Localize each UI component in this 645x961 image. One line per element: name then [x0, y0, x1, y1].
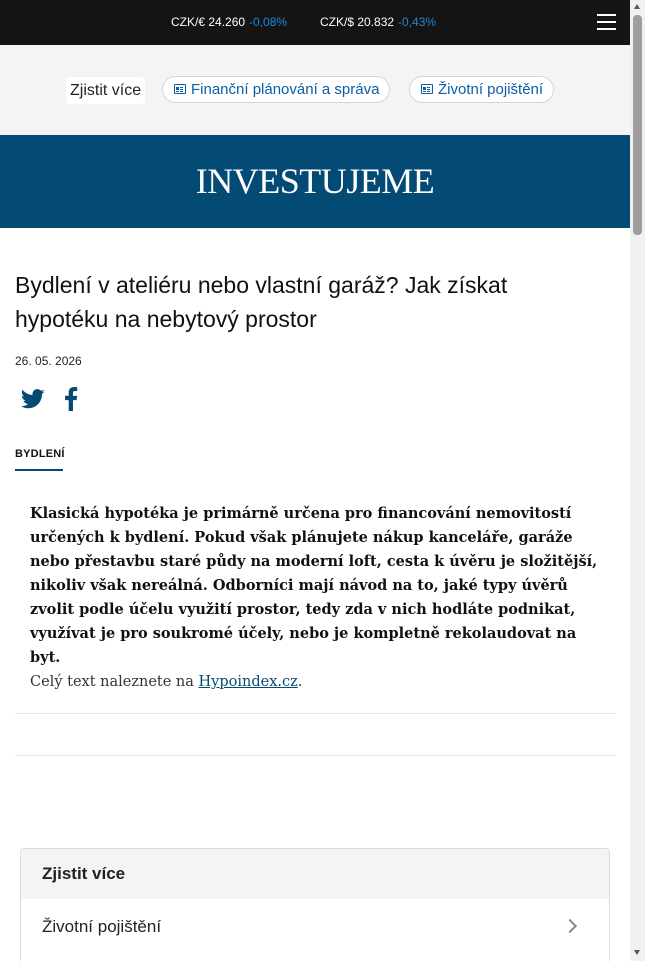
tag-financial-planning[interactable] [162, 76, 390, 103]
more-item-label: Životní pojištění [42, 917, 162, 936]
tag-life-insurance-label: Životní pojištění [438, 81, 544, 98]
menu-icon[interactable] [597, 14, 616, 30]
source-prefix: Celý text naleznete na [30, 674, 199, 690]
rate-eur-change: -0,08% [249, 15, 288, 29]
source-suffix: . [297, 674, 303, 690]
site-logo[interactable]: INVESTUJEME [195, 161, 435, 201]
source-link[interactable]: Hypoindex.cz [198, 674, 298, 690]
top-bar [0, 0, 630, 45]
chevron-right-icon [563, 919, 577, 933]
divider [15, 755, 615, 756]
rate-eur [171, 15, 287, 29]
tag-life-insurance[interactable] [409, 76, 554, 103]
article-category[interactable]: BYDLENÍ [15, 448, 65, 460]
article-icon [421, 84, 433, 94]
article-perex: Klasická hypotéka je primárně určena pro financování nemovitostí určených k bydlení. Pokud však plánujete nákup kanceláře, garáže nebo přestavbu staré půdy na moderní loft, cesta k úvěru je složitější, nikoliv však nereálná. Odborníci mají návod na to, jaké typy úvěrů zvolit podle účelu využití prostor, tedy zda v nich hodláte podnikat, využívat je pro soukromé účely, nebo je kompletně rekolaudovat na byt. [30, 505, 598, 666]
divider [15, 713, 615, 714]
more-item-life-insurance[interactable] [21, 899, 609, 955]
scrollbar-thumb[interactable] [633, 15, 642, 235]
rate-eur-label: CZK/€ 24.260 [171, 15, 246, 29]
category-underline [15, 469, 63, 471]
rate-usd-label: CZK/$ 20.832 [320, 15, 395, 29]
page-scrollbar[interactable] [630, 0, 645, 961]
article-date: 26. 05. 2026 [15, 354, 82, 368]
rate-usd-change: -0,43% [398, 15, 437, 29]
article-title: Bydlení v ateliéru nebo vlastní garáž? Jak získat hypotéku na nebytový prostor [15, 272, 508, 332]
scroll-up-icon[interactable] [634, 4, 640, 9]
twitter-icon[interactable] [21, 388, 45, 410]
tag-financial-planning-label: Finanční plánování a správa [191, 81, 380, 98]
article-source [30, 670, 302, 694]
rate-usd [320, 15, 436, 29]
more-box-heading: Zjistit více [21, 849, 609, 899]
tags-label: Zjistit více [66, 77, 145, 104]
brand-banner [0, 135, 630, 228]
more-box [20, 848, 610, 961]
facebook-icon[interactable] [64, 387, 78, 411]
article-icon [174, 84, 186, 94]
scroll-down-icon[interactable] [634, 950, 640, 955]
